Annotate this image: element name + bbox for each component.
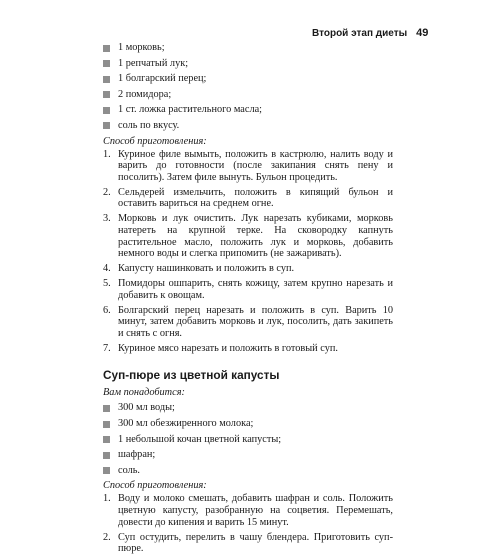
section-title: Суп-пюре из цветной капусты bbox=[103, 368, 280, 383]
list-item: 1 ст. ложка растительного масла; bbox=[103, 102, 393, 118]
list-item: 1 репчатый лук; bbox=[103, 56, 393, 72]
bullet-square-icon bbox=[103, 421, 110, 428]
list-item: 300 мл обезжиренного молока; bbox=[103, 416, 393, 432]
bullet-square-icon bbox=[103, 467, 110, 474]
page-content bbox=[103, 40, 393, 558]
method-label: Способ приготовления: bbox=[103, 135, 207, 147]
method-label: Способ приготовления: bbox=[103, 480, 207, 492]
list-item: 2 помидора; bbox=[103, 87, 393, 103]
bullet-square-icon bbox=[103, 60, 110, 67]
chapter-title: Второй этап диеты bbox=[312, 27, 408, 39]
step-item: 5. Помидоры ошпарить, снять кожицу, затем крупно нарезать и добавить к овощам. bbox=[103, 278, 393, 301]
running-header bbox=[312, 27, 428, 39]
bullet-square-icon bbox=[103, 76, 110, 83]
bullet-square-icon bbox=[103, 452, 110, 459]
ingredient-list bbox=[103, 40, 393, 134]
bullet-square-icon bbox=[103, 91, 110, 98]
step-item: 3. Морковь и лук очистить. Лук нарезать кубиками, морковь натереть на крупной терке. На сковородку капнуть растительное масло, положить лук и морковь, добавить немного воды и слегка припомить (не зажаривать). bbox=[103, 213, 393, 260]
list-item: соль по вкусу. bbox=[103, 118, 393, 134]
steps-list bbox=[103, 493, 393, 554]
steps-list bbox=[103, 149, 393, 355]
list-item: шафран; bbox=[103, 447, 393, 463]
needs-label: Вам понадобится: bbox=[103, 387, 185, 399]
step-item: 7. Куриное мясо нарезать и положить в готовый суп. bbox=[103, 342, 338, 354]
list-item: 1 болгарский перец; bbox=[103, 71, 393, 87]
step-item: 1. Куриное филе вымыть, положить в кастрюлю, налить воду и варить до готовности (после закипания снять пену и посолить). Затем филе вынуть. Бульон процедить. bbox=[103, 148, 393, 183]
list-item: 1 небольшой кочан цветной капусты; bbox=[103, 432, 393, 448]
bullet-square-icon bbox=[103, 107, 110, 114]
list-item: 300 мл воды; bbox=[103, 400, 393, 416]
step-item: 1. Воду и молоко смешать, добавить шафран и соль. Положить цветную капусту, разобранную на соцветия. Перемешать, довести до кипения и варить 15 минут. bbox=[103, 493, 393, 528]
bullet-square-icon bbox=[103, 405, 110, 412]
ingredient-list bbox=[103, 400, 393, 478]
list-item: 1 морковь; bbox=[103, 40, 393, 56]
page-number: 49 bbox=[416, 27, 429, 39]
step-item: 6. Болгарский перец нарезать и положить в суп. Варить 10 минут, затем добавить морковь и лук, посолить, дать закипеть и снять с огня. bbox=[103, 304, 393, 339]
step-item: 4. Капусту нашинковать и положить в суп. bbox=[103, 263, 295, 275]
list-item: соль. bbox=[103, 463, 393, 479]
bullet-square-icon bbox=[103, 436, 110, 443]
bullet-square-icon bbox=[103, 122, 110, 129]
bullet-square-icon bbox=[103, 45, 110, 52]
step-item: 2. Сельдерей измельчить, положить в кипящий бульон и оставить вариться на среднем огне. bbox=[103, 186, 393, 210]
step-item: 2. Суп остудить, перелить в чашу блендера. Приготовить суп-пюре. bbox=[103, 531, 393, 555]
